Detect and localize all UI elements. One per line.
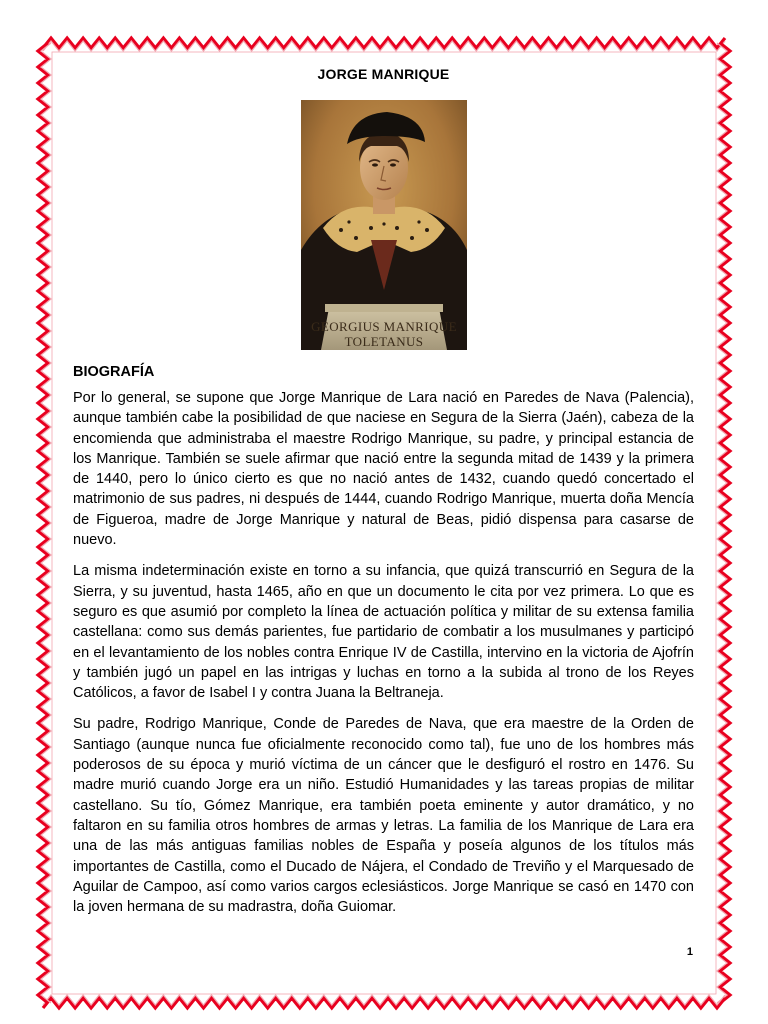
- border-zigzag: [720, 43, 730, 1003]
- section-heading-biografia: BIOGRAFÍA: [73, 364, 155, 380]
- document-title: JORGE MANRIQUE: [317, 66, 450, 82]
- page-number: 1: [686, 946, 693, 958]
- border-zigzag: [38, 43, 48, 1003]
- portrait-inscription-line1: GEORGIUS MANRIQUE: [310, 319, 457, 334]
- paragraph-3: Su padre, Rodrigo Manrique, Conde de Paredes de Nava, que era maestre de la Orden de Santiago (aunque nunca fue oficialmente reconocido como tal), fue uno de los hombres más poderosos de su época y murió víctima de un cáncer que le desfiguró el rostro en 1476. Su madre murió cuando Jorge era un niño. Estudió Humanidades y las tareas propias de militar castellano. Su tío, Gómez Manrique, era también poeta eminente y autor dramático, y no faltaron en su familia otros hombres de armas y letras. La familia de los Manrique de Lara era una de las más antiguas familias nobles de España y poseía algunos de los títulos más importantes de Castilla, como el Ducado de Nájera, el Condado de Treviño y el Marquesado de Aguilar de Campoo, así como varios cargos eclesiásticos. Jorge Manrique se casó en 1470 con la joven hermana de su madrastra, doña Guiomar.: [73, 716, 694, 916]
- portrait-image: [301, 100, 467, 350]
- portrait-inscription-line2: TOLETANUS: [344, 334, 423, 349]
- page-content: [73, 62, 694, 928]
- paragraph-2: La misma indeterminación existe en torno a su infancia, que quizá transcurrió en Segura de la Sierra, y su juventud, hasta 1465, año en que un documento le cita por vez primera. Lo que es seguro es que asumió por completo la línea de actuación política y militar de su extensa familia castellana: como sus demás parientes, fue partidario de combatir a los musulmanes y participó en el levantamiento de los nobles contra Enrique IV de Castilla, intervino en la victoria de Ajofrín y también jugó un papel en las intrigas y luchas en torno a la subida al trono de los Reyes Católicos, a favor de Isabel I y contra Juana la Beltraneja.: [73, 563, 694, 702]
- paragraph-1: Por lo general, se supone que Jorge Manrique de Lara nació en Paredes de Nava (Palencia), aunque también cabe la posibilidad de que naciese en Segura de la Sierra (Jaén), cabeza de la encomienda que administraba el maestre Rodrigo Manrique, su padre, y principal estancia de los Manrique. También se suele afirmar que nació entre la segunda mitad de 1439 y la primera de 1440, pero lo único cierto es que no nació antes de 1432, cuando quedó concertado el matrimonio de sus padres, ni después de 1444, cuando Rodrigo Manrique, muerta doña Mencía de Figueroa, madre de Jorge Manrique y natural de Beas, pidió dispensa para casarse de nuevo.: [73, 390, 694, 549]
